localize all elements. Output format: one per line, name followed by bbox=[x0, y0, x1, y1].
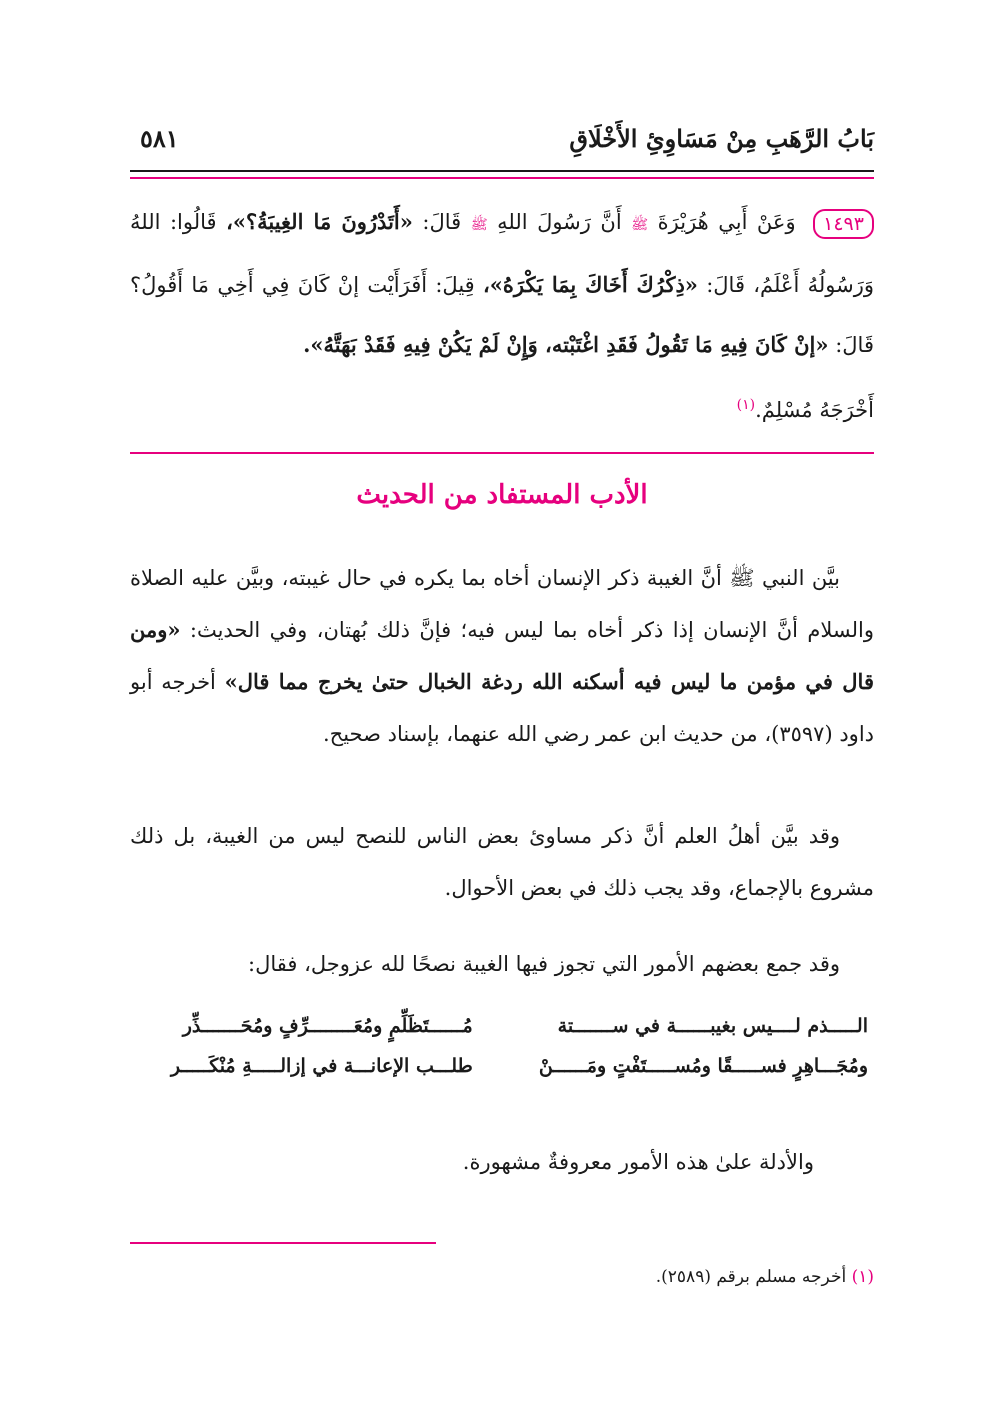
paragraph-4: والأدلة علىٰ هذه الأمور معروفةٌ مشهورة. bbox=[462, 1150, 814, 1174]
verse-second-hemistich: مُــــــتَظَلِّمٍ ومُعَــــــــرِّفٍ ومُحَـــــــذِّر bbox=[182, 1015, 473, 1037]
hadith-takhrij: أَخْرَجَهُ مُسْلِمٌ. bbox=[755, 398, 874, 422]
verse-first-hemistich: ومُجَـــاهِرٍ فســـــقًا ومُســـــتَفْتٍ ومَــــــنْ bbox=[538, 1055, 868, 1077]
poem-verse bbox=[130, 1046, 874, 1086]
poem-verse bbox=[130, 1006, 874, 1046]
salla-icon: ﷺ bbox=[470, 217, 488, 233]
page-header bbox=[130, 118, 874, 162]
section-title: الأدب المستفاد من الحديث bbox=[356, 480, 648, 510]
document-page bbox=[130, 0, 874, 1418]
footnote-text: أخرجه مسلم برقم (٢٥٨٩). bbox=[655, 1267, 847, 1287]
header-rule-pink bbox=[130, 177, 874, 179]
hadith-text bbox=[130, 192, 874, 440]
footnote-ref[interactable]: (١) bbox=[736, 397, 756, 413]
header-rule-black bbox=[130, 170, 874, 172]
footnote bbox=[130, 1262, 874, 1292]
hadith-line2: قَالُوا: اللهُ وَرَسُولُهُ أَعْلَمُ، قَالَ: bbox=[130, 210, 874, 297]
chapter-title: بَابُ الرَّهَبِ مِنْ مَسَاوِئِ الأَخْلَاقِ bbox=[569, 124, 874, 153]
hadith-number-badge: ١٤٩٣ bbox=[813, 209, 874, 239]
paragraph-2: وقد بيَّن أهلُ العلم أنَّ ذكر مساوئ بعض الناس للنصح ليس من الغيبة، بل ذلك مشروع بالإجماع، وقد يجب ذلك في بعض الأحوال. bbox=[130, 824, 874, 900]
hadith-quote1: «أَتَدْرُونَ مَا الغِيبَةُ؟»، bbox=[226, 209, 413, 234]
paragraph-1 bbox=[130, 552, 874, 760]
paragraph-1-quote: «ومن قال في مؤمن ما ليس فيه أسكنه الله ردغة الخبال حتىٰ يخرج مما قال» bbox=[130, 617, 874, 694]
paragraph-1-b: أخرجه أبو داود (٣٥٩٧)، من حديث ابن عمر رضي الله عنهما، بإسناد صحيح. bbox=[130, 670, 874, 746]
verse-first-hemistich: الـــــذم لــــيس بغيبــــــة في ســـــــتة bbox=[557, 1015, 868, 1037]
footnote-number: (١) bbox=[851, 1267, 874, 1287]
section-divider bbox=[130, 452, 874, 454]
radiya-icon: ﷺ bbox=[631, 217, 649, 233]
hadith-rest1: أَنَّ رَسُولَ اللهِ bbox=[497, 210, 622, 234]
poem bbox=[130, 1006, 874, 1086]
hadith-qala: قَالَ: bbox=[422, 210, 462, 234]
hadith-quote3: «إنْ كَانَ فِيهِ مَا تَقُولُ فَقَدِ اغْتَبْته، وَإِنْ لَمْ يَكُنْ فِيهِ فَقَدْ بَهَتَّهُ». bbox=[303, 332, 829, 357]
hadith-line2b: قِيلَ: أَفَرَأَيْت إنْ كَانَ فِي أَخِي مَا أَقُولُ؟ قَالَ: bbox=[130, 273, 874, 357]
paragraph-1-a: بيَّن النبي ﷺ أنَّ الغيبة ذكر الإنسان أخاه بما يكره في حال غيبته، وبيَّن عليه الصلاة والسلام أنَّ الإنسان إذا ذكر أخاه بما ليس فيه؛ فإنَّ ذلك بُهتان، وفي الحديث: bbox=[130, 566, 874, 642]
hadith-intro: وَعَنْ أَبِي هُرَيْرَةَ bbox=[657, 210, 796, 234]
verse-second-hemistich: طلـــب الإعانـــة في إزالـــــةِ مُنْكَـــــر bbox=[170, 1055, 473, 1077]
paragraph-3: وقد جمع بعضهم الأمور التي تجوز فيها الغيبة نصحًا لله عزوجل، فقال: bbox=[248, 952, 840, 976]
footnote-rule bbox=[130, 1242, 436, 1244]
hadith-quote2: «ذِكْرُكَ أَخَاكَ بِمَا يَكْرَهُ»، bbox=[483, 272, 698, 297]
page-number: ٥٨١ bbox=[140, 124, 179, 153]
